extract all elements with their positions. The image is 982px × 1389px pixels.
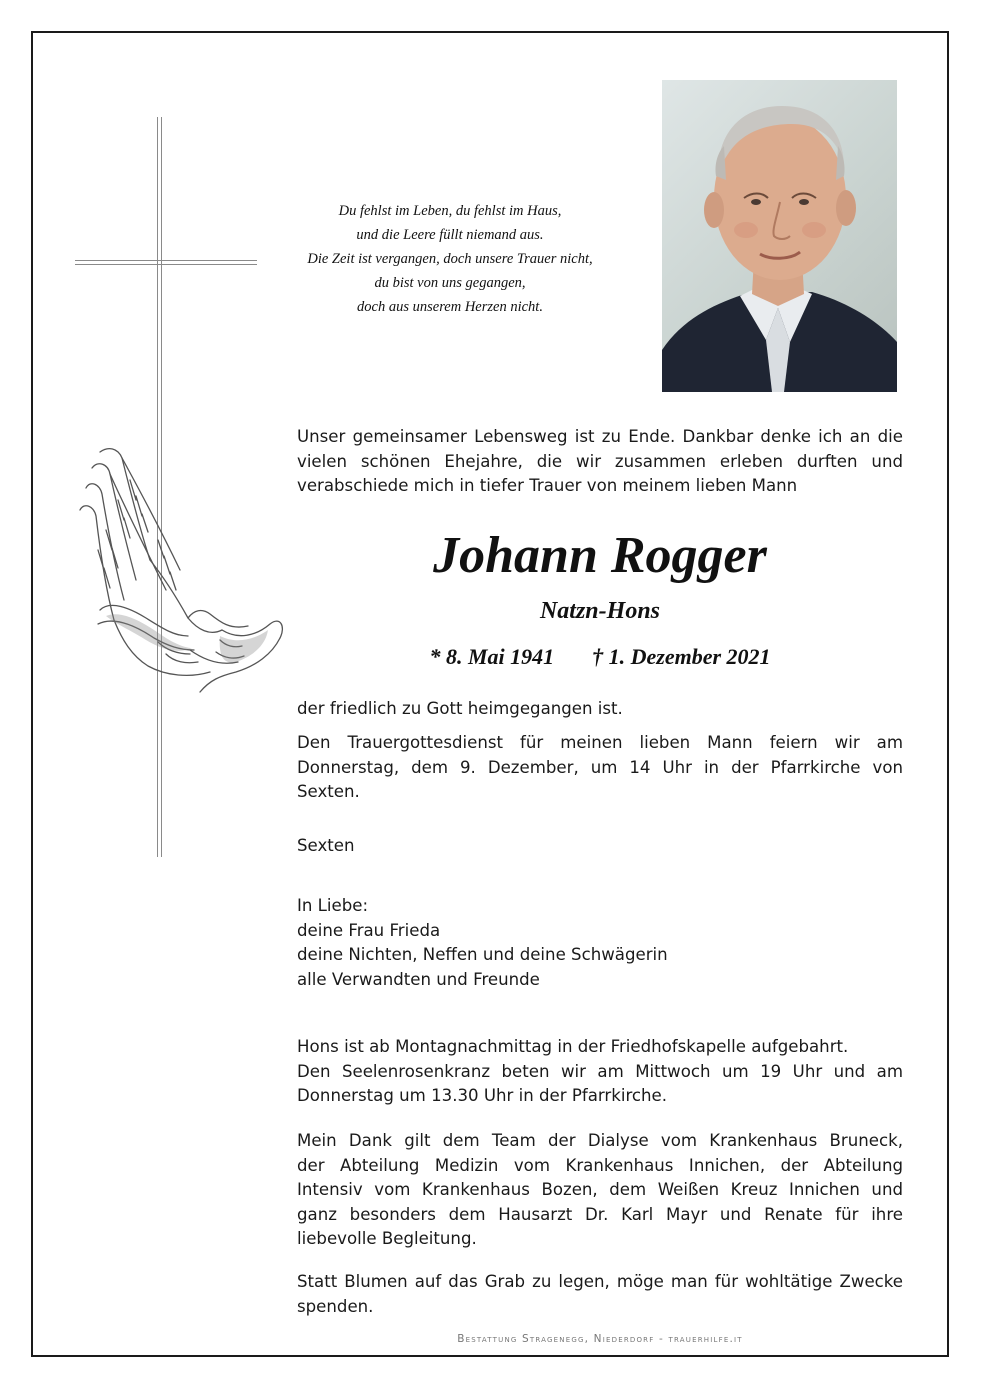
intro-paragraph — [297, 425, 903, 499]
service-paragraph — [297, 731, 903, 805]
thanks-line: Mein Dank gilt dem Team der Dialyse vom Krankenhaus Bruneck, — [297, 1131, 903, 1150]
poem-line: du bist von uns gegangen, — [374, 275, 526, 291]
cross-horizontal-beam — [75, 260, 257, 265]
portrait-photo — [662, 80, 897, 392]
poem-line: Die Zeit ist vergangen, doch unsere Trauer nicht, — [307, 251, 593, 267]
poem-line: und die Leere füllt niemand aus. — [356, 227, 544, 243]
intro-line: verabschiede mich in tiefer Trauer von meinem lieben Mann — [297, 476, 798, 495]
deceased-nickname: Natzn-Hons — [539, 598, 661, 624]
thanks-line: ganz besonders dem Hausarzt Dr. Karl Mayr und Renate für ihre — [297, 1204, 903, 1224]
service-line: Sexten. — [297, 782, 360, 801]
mourner-line: deine Nichten, Neffen und deine Schwägerin — [297, 945, 668, 964]
praying-hands-icon — [70, 440, 290, 710]
service-line: Den Trauergottesdienst für meinen lieben Mann feiern wir am — [297, 733, 903, 752]
poem-line: Du fehlst im Leben, du fehlst im Haus, — [338, 203, 562, 219]
mourner-line: deine Frau Frieda — [297, 920, 441, 940]
memorial-poem — [270, 199, 630, 319]
intro-line: vielen schönen Ehejahre, die wir zusammen erleben durften und — [297, 451, 903, 471]
mourner-line: alle Verwandten und Freunde — [297, 969, 540, 989]
mourner-line: In Liebe: — [297, 896, 369, 915]
life-dates — [297, 642, 903, 672]
birth-date: * 8. Mai 1941 — [429, 644, 555, 669]
thanks-line: liebevolle Begleitung. — [297, 1229, 477, 1248]
deceased-name: Johann Rogger — [433, 527, 767, 584]
wake-line: Hons ist ab Montagnachmittag in der Friedhofskapelle aufgebahrt. — [297, 1037, 849, 1056]
place: Sexten — [297, 836, 355, 855]
donation-line: spenden. — [297, 1296, 374, 1316]
poem-line: doch aus unserem Herzen nicht. — [357, 299, 543, 315]
death-date: † 1. Dezember 2021 — [592, 644, 771, 669]
mourners-list — [297, 894, 903, 992]
portrait-illustration — [662, 80, 897, 392]
donation-paragraph — [297, 1270, 903, 1319]
wake-line: Den Seelenrosenkranz beten wir am Mittwoch um 19 Uhr und am — [297, 1061, 903, 1081]
wake-line: Donnerstag um 13.30 Uhr in der Pfarrkirche. — [297, 1086, 668, 1105]
passed-text: der friedlich zu Gott heimgegangen ist. — [297, 699, 623, 718]
service-line: Donnerstag, dem 9. Dezember, um 14 Uhr in der Pfarrkirche von — [297, 757, 903, 777]
donation-line: Statt Blumen auf das Grab zu legen, möge man für wohltätige Zwecke — [297, 1272, 903, 1291]
funeral-home-footer: Bestattung Stragenegg, Niederdorf - trauerhilfe.it — [457, 1333, 743, 1345]
thanks-paragraph — [297, 1129, 903, 1252]
intro-line: Unser gemeinsamer Lebensweg ist zu Ende. Dankbar denke ich an die — [297, 427, 903, 446]
thanks-line: Intensiv vom Krankenhaus Bozen, dem Weißen Kreuz Innichen und — [297, 1180, 903, 1199]
thanks-line: der Abteilung Medizin vom Krankenhaus Innichen, der Abteilung — [297, 1155, 903, 1175]
wake-paragraph — [297, 1035, 903, 1109]
